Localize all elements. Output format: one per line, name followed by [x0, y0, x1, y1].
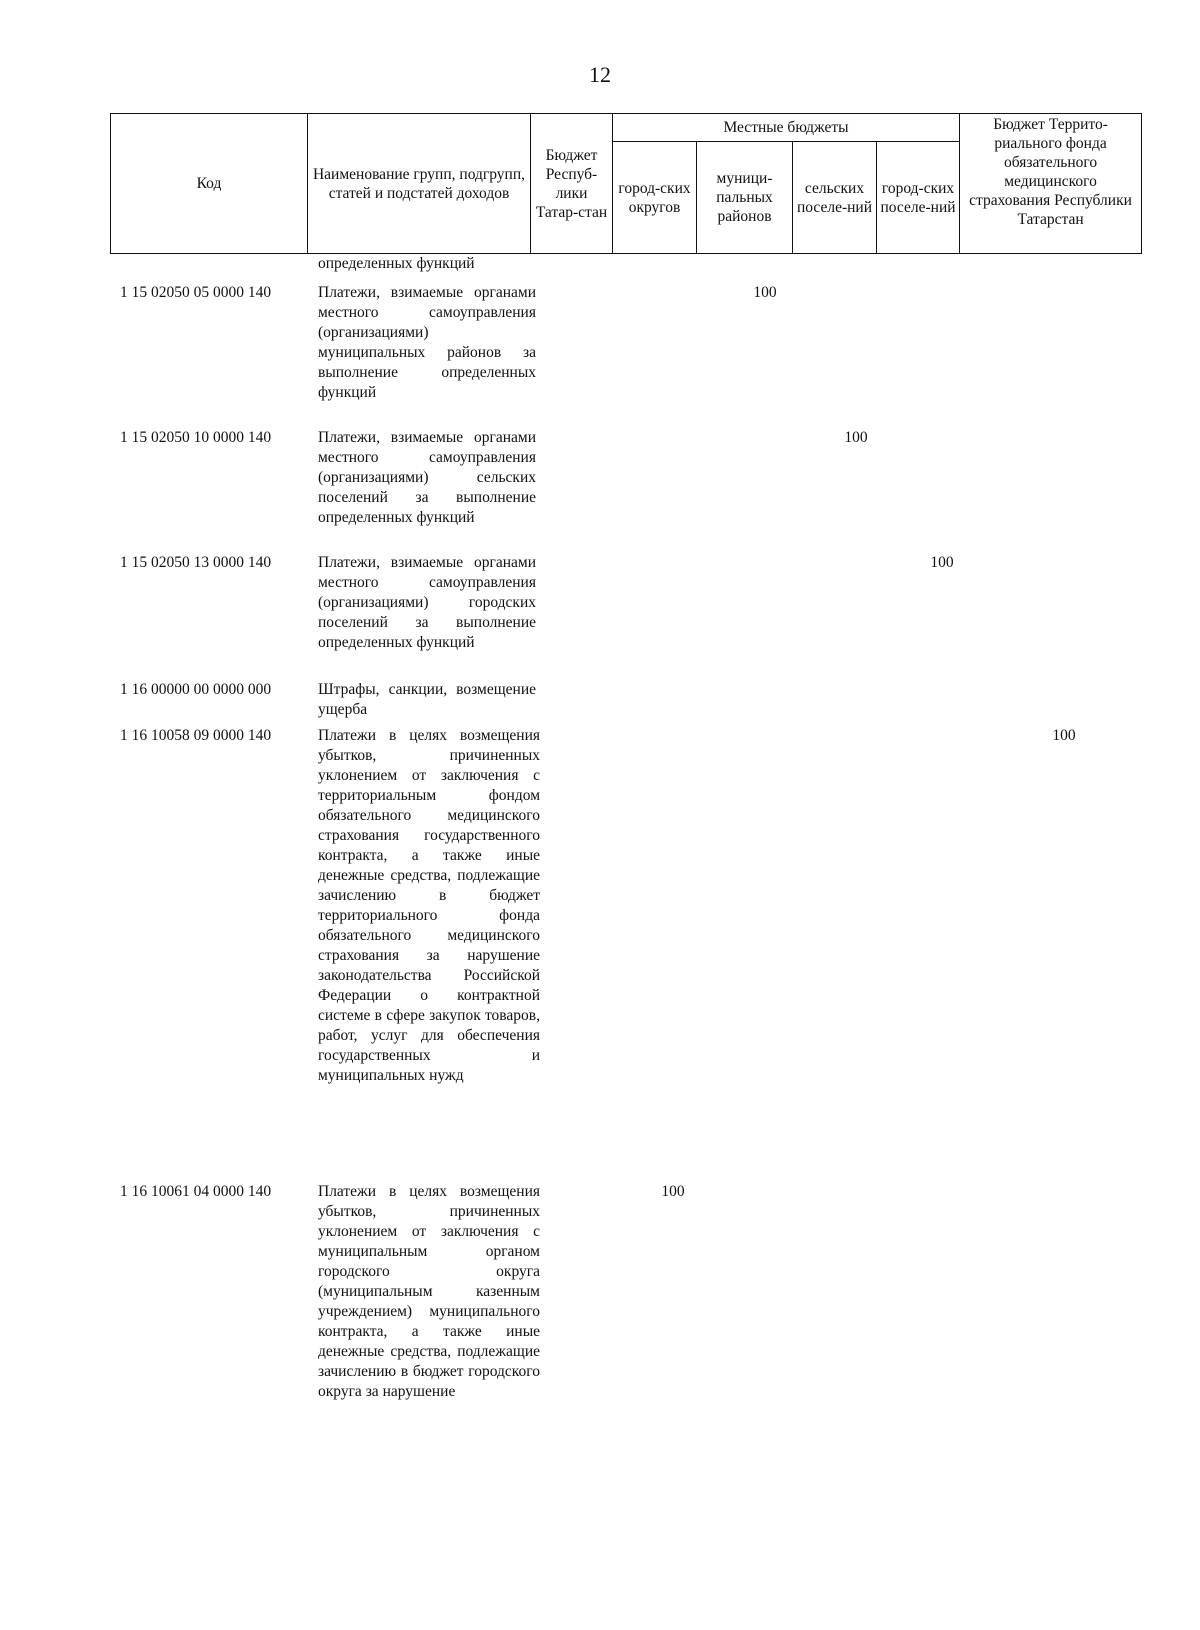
row-name: Платежи в целях возмещения убытков, причиненных уклонением от заключения с муниципальным органом городского округа (муниципальным казенным учреждением) муниципального контракта, а также иные денежные средства, подлежащие зачислению в бюджет городского округа за нарушение [318, 1183, 540, 1400]
row-code: 1 16 00000 00 0000 000 [120, 681, 272, 698]
row-code: 1 16 10061 04 0000 140 [120, 1183, 272, 1200]
row-value-tfoms-budget: 100 [1052, 727, 1076, 744]
row-code: 1 16 10058 09 0000 140 [120, 727, 272, 744]
header-urban-settlements: город-ских поселе-ний [877, 142, 960, 254]
row-value-rural-settlements: 100 [844, 429, 868, 446]
row-name: Платежи, взимаемые органами местного самоуправления (организациями) городских поселений за выполнение определенных функций [318, 554, 536, 651]
row-value-city-districts: 100 [661, 1183, 685, 1200]
header-local-budgets: Местные бюджеты [613, 114, 960, 142]
header-republic-budget: Бюджет Респуб-лики Татар-стан [531, 114, 613, 254]
row-value-municipal-districts: 100 [753, 284, 777, 301]
row-code: 1 15 02050 13 0000 140 [120, 554, 272, 571]
table-header [110, 113, 1142, 254]
header-code: Код [111, 114, 308, 254]
row-value-urban-settlements: 100 [930, 554, 954, 571]
row-name: Штрафы, санкции, возмещение ущерба [318, 681, 536, 718]
row-name: Платежи, взимаемые органами местного самоуправления (организациями) сельских поселений за выполнение определенных функций [318, 429, 536, 526]
header-rural-settlements: сельских поселе-ний [793, 142, 877, 254]
row-name: Платежи, взимаемые органами местного самоуправления (организациями) муниципальных районов за выполнение определенных функций [318, 284, 536, 401]
continued-name-fragment: определенных функций [318, 255, 475, 272]
header-tfoms-budget: Бюджет Террито-риального фонда обязательного медицинского страхования Республики Татарстан [960, 114, 1142, 254]
header-name: Наименование групп, подгрупп, статей и подстатей доходов [308, 114, 531, 254]
header-municipal-districts: муници-пальных районов [697, 142, 793, 254]
row-name: Платежи в целях возмещения убытков, причиненных уклонением от заключения с территориальным фондом обязательного медицинского страхования государственного контракта, а также иные денежные средства, подлежащие зачислению в бюджет территориального фонда обязательного медицинского страхования за нарушение законодательства Российской Федерации о контрактной системе в сфере закупок товаров, работ, услуг для обеспечения государственных и муниципальных нужд [318, 727, 540, 1084]
header-city-districts: город-ских округов [613, 142, 697, 254]
row-code: 1 15 02050 10 0000 140 [120, 429, 272, 446]
page-number: 12 [589, 62, 611, 87]
row-code: 1 15 02050 05 0000 140 [120, 284, 272, 301]
